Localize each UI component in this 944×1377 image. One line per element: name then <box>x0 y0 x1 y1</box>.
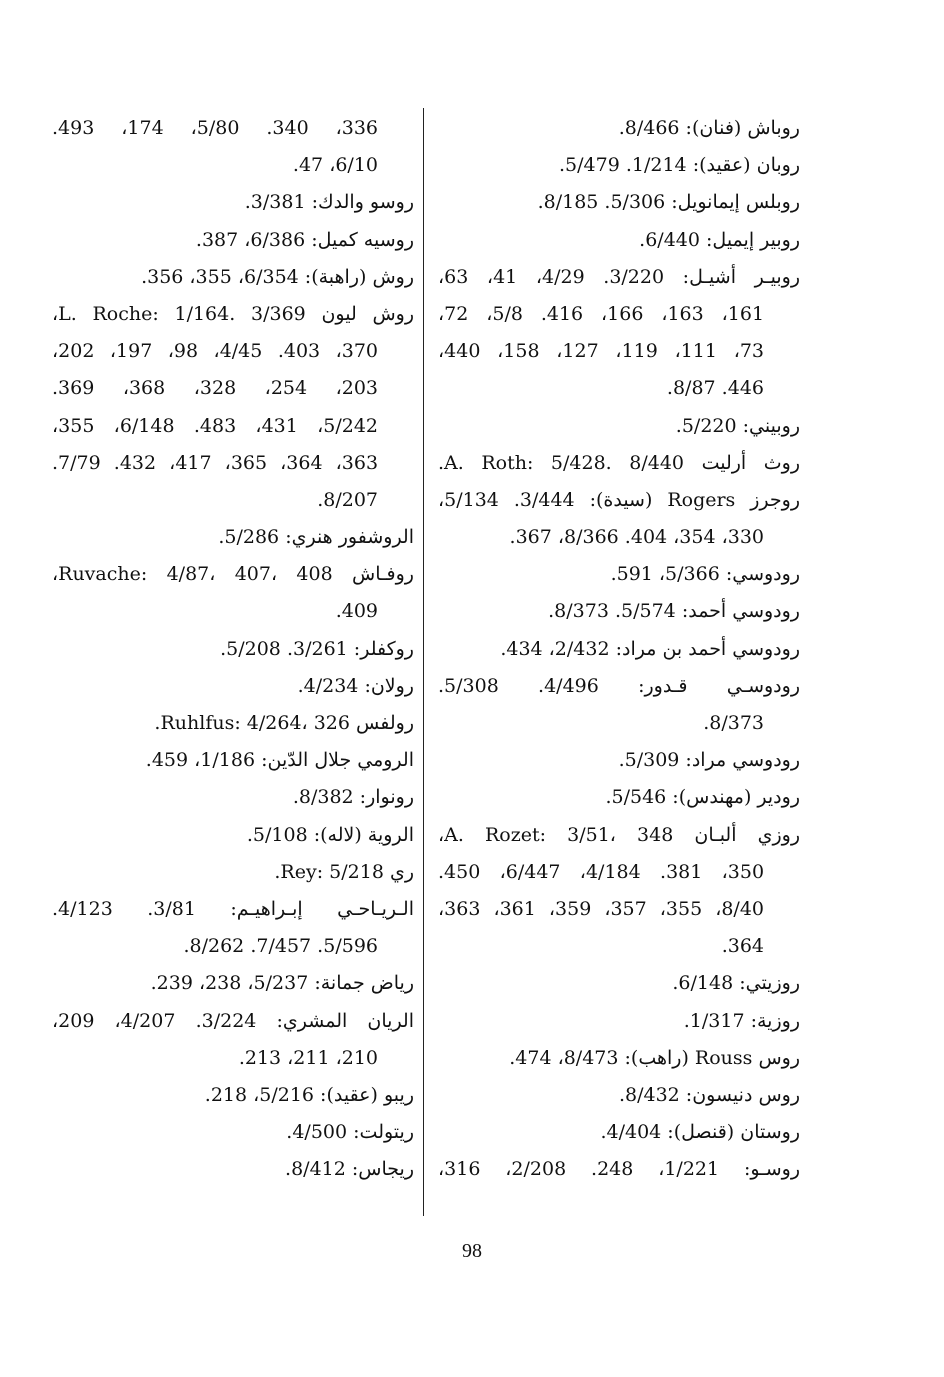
index-entry: روستان (قنصل): 4/404. <box>600 1121 800 1144</box>
index-entry-continuation: 409. <box>335 600 378 623</box>
index-entry: رودوسي أحمد بن مراد: 2/432، 434. <box>500 637 800 660</box>
index-entry: ريبو (عقيد): 5/216، 218. <box>204 1083 414 1106</box>
index-entry: رولفس Ruhlfus: 4/264، 326. <box>154 712 414 734</box>
index-entry-continuation: 364. <box>721 935 764 958</box>
index-entry-continuation: 336، 340. 5/80، 174، 493. <box>52 117 378 139</box>
index-entry: ريجاس: 8/412. <box>285 1158 414 1181</box>
index-entry: رودوسي مراد: 5/309. <box>618 749 800 772</box>
index-entry: رولان: 4/234. <box>297 674 414 697</box>
index-entry: روجرز Rogers (سيدة): 3/444. 5/134، <box>438 488 800 511</box>
index-entry-continuation: 363، 364، 365، 417، 432. 7/79. <box>52 451 379 474</box>
index-entry: روسـو: 1/221، 248. 2/208، 316، <box>438 1158 800 1181</box>
index-entry-continuation: 210، 211، 213. <box>238 1046 378 1069</box>
index-column-left <box>52 110 414 1188</box>
index-entry: روسيه كميل: 6/386، 387. <box>195 228 414 251</box>
index-entry-continuation: 8/40، 355، 357، 359، 361، 363، <box>438 897 764 920</box>
index-entry-continuation: 6/10، 47. <box>292 154 378 177</box>
index-entry: روكفلر: 3/261. 5/208. <box>220 637 414 660</box>
index-entry: روس Rouss (راهب): 8/473، 474. <box>509 1046 800 1069</box>
index-entry-continuation: 5/596. 7/457. 8/262. <box>183 935 378 958</box>
index-entry: روزية: 1/317. <box>683 1009 800 1032</box>
index-entry: روفـاش Ruvache: 4/87، 407، 408، <box>52 563 414 586</box>
page-number: 98 <box>462 1240 482 1262</box>
index-entry: روس دنيسون: 8/432. <box>618 1083 800 1106</box>
index-entry: روبان (عقيد): 1/214. 5/479. <box>558 154 800 177</box>
index-entry: روبلس إيمانويل: 5/306. 8/185. <box>537 191 800 214</box>
index-entry: الريان المشري: 3/224. 4/207، 209، <box>52 1009 414 1032</box>
index-entry-continuation: 73، 111، 119، 127، 158، 440، <box>438 340 765 363</box>
index-entry: روباش (فنان): 8/466. <box>618 117 800 139</box>
index-entry: روسو والدك: 3/381. <box>244 191 414 214</box>
index-entry: رودير (مهندس): 5/546. <box>605 786 800 809</box>
index-entry-continuation: 8/373. <box>703 712 764 734</box>
index-column-right <box>438 110 800 1188</box>
index-entry: روش ليون L. Roche: 1/164. 3/369، <box>52 302 414 325</box>
index-entry: ريتولت: 4/500. <box>286 1121 414 1144</box>
index-entry: روث أرليت A. Roth: 5/428. 8/440. <box>438 451 800 474</box>
index-entry: روبير إيميل: 6/440. <box>639 228 800 251</box>
index-entry: الروية (لاله): 5/108. <box>246 823 414 846</box>
index-entry-continuation: 8/207. <box>317 488 378 511</box>
index-entry-continuation: 350، 381. 4/184، 6/447، 450. <box>438 860 765 883</box>
index-entry: الـريـاحـي إبـراهيـم: 3/81. 4/123. <box>52 897 414 920</box>
index-entry: روش (راهبة): 6/354، 355، 356. <box>141 265 414 288</box>
index-entry-continuation: 446. 8/87. <box>666 377 764 400</box>
index-entry-continuation: 5/242، 431، 483. 6/148، 355، <box>52 414 378 437</box>
index-entry: رودوسي أحمد: 5/574. 8/373. <box>548 600 800 623</box>
column-divider <box>423 108 424 1216</box>
index-entry: روبيـر أشيـل: 3/220. 4/29، 41، 63، <box>438 265 800 288</box>
index-entry: روزيتي: 6/148. <box>672 972 800 995</box>
index-entry: الرومي جلال الدّين: 1/186، 459. <box>145 749 414 772</box>
index-entry: ري Rey: 5/218. <box>274 860 414 883</box>
index-entry: رياض جمانة: 5/237، 238، 239. <box>150 972 414 995</box>
index-entry: رودوسي: 5/366، 591. <box>610 563 800 586</box>
index-entry: روزي ألبـان A. Rozet: 3/51، 348، <box>438 823 800 846</box>
index-entry-continuation: 370، 403. 4/45، 98، 197، 202، <box>52 340 379 363</box>
index-entry-continuation: 330، 354، 404. 8/366، 367. <box>509 526 764 549</box>
index-entry-continuation: 203، 254، 328، 368، 369. <box>52 377 378 400</box>
index-entry-continuation: 161، 163، 166، 416. 5/8، 72، <box>438 302 765 325</box>
index-entry: روبيني: 5/220. <box>675 414 800 437</box>
index-entry: الروشفور هنري: 5/286. <box>218 526 414 549</box>
index-entry: رونوار: 8/382. <box>292 786 414 809</box>
index-entry: رودوسـي قـدور: 4/496. 5/308. <box>438 674 800 697</box>
